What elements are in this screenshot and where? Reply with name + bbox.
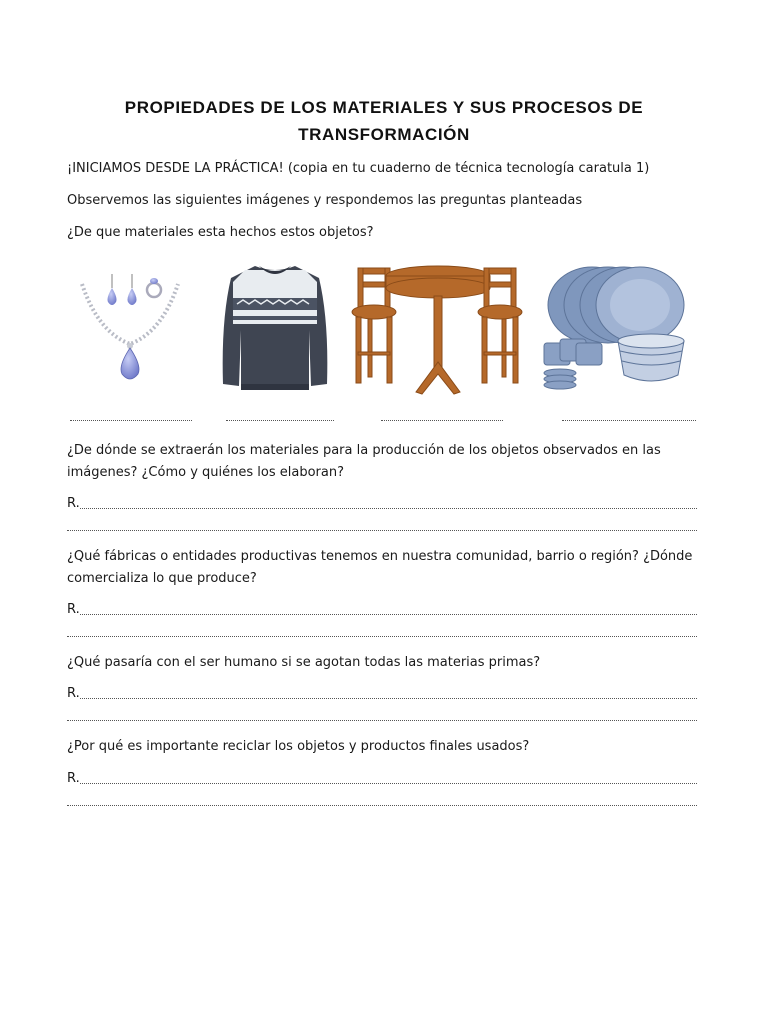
question-5: ¿Por qué es importante reciclar los objetos y productos finales usados? [67,739,530,754]
answer-2-line-2[interactable] [67,520,697,531]
sweater-icon [215,260,335,396]
page-title [60,94,708,148]
answer-4-line-2[interactable] [67,710,697,721]
sweater-image [215,260,335,396]
answer-prefix-2: R. [67,496,80,511]
answer-4-line-1[interactable] [80,688,697,699]
question-3: ¿Qué fábricas o entidades productivas tenemos en nuestra comunidad, barrio o región? ¿Dónde comercializa lo que produce? [67,549,693,586]
title-line-1: PROPIEDADES DE LOS MATERIALES Y SUS PROCESOS DE [124,98,644,117]
title-line-2: TRANSFORMACIÓN [298,125,470,144]
question-2: ¿De dónde se extraerán los materiales para la producción de los objetos observados en las imágenes? ¿Cómo y quiénes los elaboran? [67,443,661,480]
answer-3-line-2[interactable] [67,626,697,637]
plates-cups-image [540,265,686,393]
intro-text: ¡INICIAMOS DESDE LA PRÁCTICA! (copia en tu cuaderno de técnica tecnología caratula 1) [67,161,650,176]
image-2-answer-line[interactable] [226,410,334,421]
image-1-answer-line[interactable] [70,410,192,421]
answer-prefix-5: R. [67,771,80,786]
image-3-answer-line[interactable] [381,410,503,421]
jewelry-icon [68,262,196,392]
question-1: ¿De que materiales esta hechos estos objetos? [67,225,374,240]
plates-cups-icon [540,265,686,393]
image-4-answer-line[interactable] [562,410,696,421]
answer-prefix-3: R. [67,602,80,617]
answer-5-line-2[interactable] [67,795,697,806]
table-chairs-icon [350,262,524,398]
jewelry-image [68,262,196,392]
answer-3-line-1[interactable] [80,604,697,615]
answer-5-line-1[interactable] [80,773,697,784]
instruction-text: Observemos las siguientes imágenes y respondemos las preguntas planteadas [67,193,583,208]
answer-prefix-4: R. [67,686,80,701]
question-4: ¿Qué pasaría con el ser humano si se agotan todas las materias primas? [67,655,541,670]
answer-2-line-1[interactable] [80,498,697,509]
table-chairs-image [350,262,524,398]
